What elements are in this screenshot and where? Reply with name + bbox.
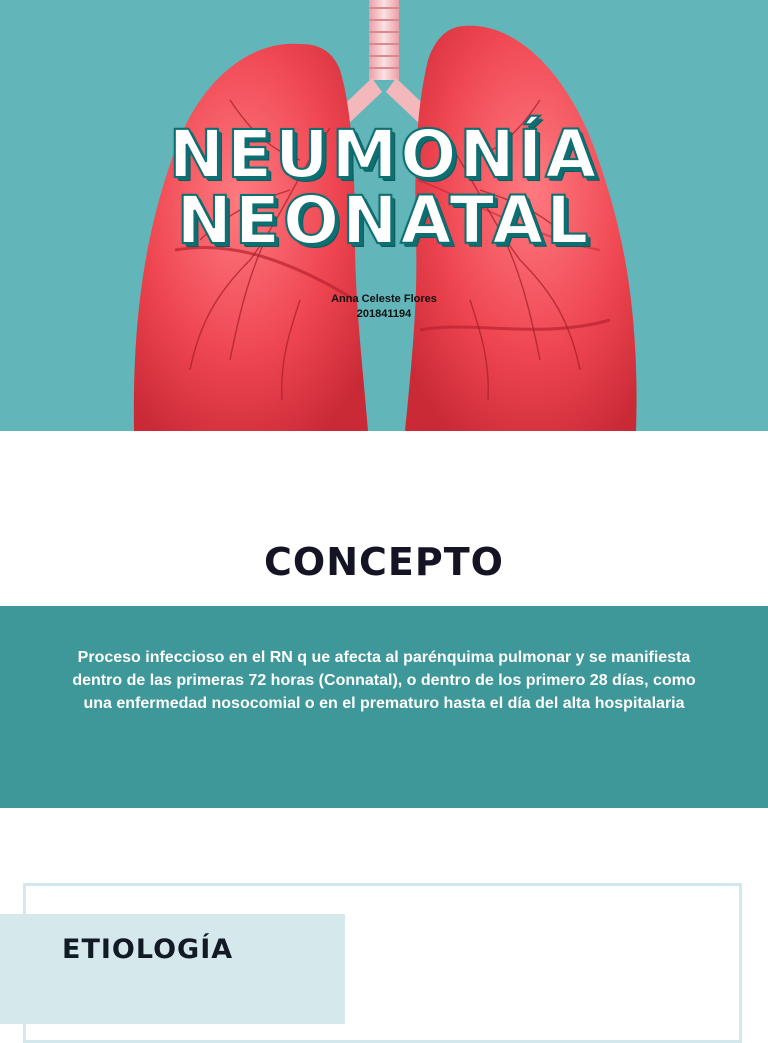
author-id: 201841194 (356, 308, 412, 320)
etiology-box (0, 914, 345, 1024)
concept-band (0, 606, 768, 808)
cover-section (0, 0, 768, 431)
cover-title (0, 116, 768, 259)
concept-heading: CONCEPTO (264, 540, 504, 584)
concept-text: Proceso infeccioso en el RN q ue afecta al parénquima pulmonar y se manifiesta dentro de las primeras 72 horas (Connatal), o dentro de los primero 28 días, como una enfermedad nosocomial o en el prematuro hasta el día del alta hospitalaria (72, 649, 696, 712)
author-name: Anna Celeste Flores (331, 293, 437, 305)
title-line-1: NEUMONÍA (168, 116, 600, 193)
author-block (0, 292, 768, 322)
etiology-heading: ETIOLOGÍA (62, 934, 234, 965)
title-line-2: NEONATAL (176, 182, 592, 259)
